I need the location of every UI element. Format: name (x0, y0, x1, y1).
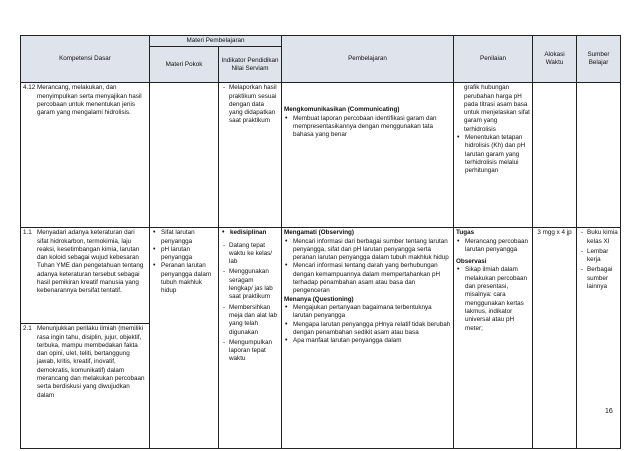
table-row (21, 83, 621, 228)
indikator-item: - Menggunakan seragam lengkap/ jas lab saat praktikum (229, 268, 279, 301)
indikator-item: - Membersihkan meja dan alat lab yang telah digunakan (229, 304, 279, 337)
sumber-item: - Buku kimia kelas XI (587, 229, 618, 246)
cell-penilaian (454, 228, 533, 449)
kd-text: Merancang, melakukan, dan menyimpulkan serta menyajikan hasil percobaan untuk menentukan jenis garam yang mengalami hidrolisis. (37, 84, 142, 117)
cell-kompetensi-dasar (21, 83, 150, 228)
pembelajaran-item: • Membuat laporan percobaan identifikasi garam dan mempresentasikannya dengan menggunakan tata bahasa yang benar (292, 115, 451, 140)
page-number: 16 (605, 408, 613, 415)
cell-indikator (219, 83, 282, 228)
mengamati-item: • Mencari informasi tentang darah yang berhubungan dengan kemampuannya dalam mempertahankan pH terhadap penambahan asam atau basa dan pengenceran (292, 262, 451, 295)
cell-indikator (219, 228, 282, 449)
header-kompetensi-dasar: Kompetensi Dasar (21, 36, 150, 83)
observasi-heading: Observasi (456, 258, 487, 266)
materi-item: • pH larutan penyangga (160, 246, 216, 263)
syllabus-table (20, 35, 621, 449)
header-alokasi-waktu: Alokasi Waktu (533, 36, 577, 83)
indikator-item: - Datang tepat waktu ke kelas/ lab (229, 242, 279, 267)
cell-kompetensi-dasar (21, 324, 150, 449)
menanya-item: • Mengajukan pertanyaan bagaimana terbentuknya larutan penyangga (292, 304, 451, 321)
cell-pembelajaran (282, 83, 454, 228)
materi-item: • Peranan larutan penyangga dalam tubuh makhluk hidup (160, 262, 216, 295)
cell-materi-pokok (150, 83, 219, 228)
observasi-item: • Sikap ilmiah dalam melakukan percobaan dan presentasi, misalnya: cara menggunakan kertas lakmus, indikator universal atau pH meter; (464, 266, 530, 332)
mengamati-item: • Mencari informasi dari berbagai sumber tentang larutan penyangga, sifat dan pH larutan penyangga serta peranan larutan penyangga dalam tubuh makhluk hidup (292, 238, 451, 263)
kd-number: 1.1 (23, 229, 32, 237)
table-row (21, 228, 621, 324)
kd-number: 4.12 (23, 84, 36, 92)
kd-number: 2.1 (23, 325, 32, 333)
indikator-item: - Melaporkan hasil praktikum sesuai dengan data yang didapatkan saat praktikum (229, 84, 279, 125)
cell-alokasi: 3 mgg x 4 jp (533, 228, 577, 449)
mengamati-heading: Mengamati (Observing) (284, 229, 354, 237)
penilaian-item: • Menentukan tetapan hidrolisis (Kh) dan pH larutan garam yang terhidrolisis melalui perhitungan (464, 134, 530, 175)
indikator-heading: • kedisiplinan (229, 229, 279, 237)
indikator-item: - Mengumpulkan laporan tepat waktu (229, 339, 279, 364)
kd-text: Menyadari adanya keteraturan dari sifat hidrokarbon, termokimia, laju reaksi, kesetimbangan kimia, larutan dan koloid sebagai wujud kebesaran Tuhan YME dan pengetahuan tentang adanya keteraturan tersebut sebagai hasil pemikiran kreatif manusia yang kebenarannya bersifat tentatif. (37, 229, 144, 295)
cell-kompetensi-dasar (21, 228, 150, 324)
menanya-item: • Mengapa larutan penyangga pHnya relatif tidak berubah dengan penambahan sedikit asam atau basa (292, 321, 451, 338)
tugas-item: • Merancang percobaan larutan penyangga (464, 238, 530, 255)
header-indikator: Indikator Pendidikan Nilai Serviam (219, 47, 282, 83)
menanya-item: • Apa manfaat larutan penyangga dalam (292, 337, 451, 345)
cell-sumber (577, 83, 621, 228)
cell-pembelajaran (282, 228, 454, 449)
header-pembelajaran: Pembelajaran (282, 36, 454, 83)
tugas-heading: Tugas (456, 229, 475, 237)
pembelajaran-heading: Mengkomunikasikan (Communicating) (284, 106, 400, 114)
header-penilaian: Penilaian (454, 36, 533, 83)
header-materi-pokok: Materi Pokok (150, 47, 219, 83)
menanya-heading: Menanya (Questioning) (284, 295, 354, 303)
cell-alokasi (533, 83, 577, 228)
sumber-item: - Berbagai sumber lainnya (587, 266, 618, 291)
penilaian-text: grafik hubungan perubahan harga pH pada titrasi asam basa untuk menjelaskan sifat garam yang terhidrolisis (464, 84, 530, 133)
sumber-item: - Lembar kerja (587, 248, 618, 265)
materi-item: • Sifat larutan penyangga (160, 229, 216, 246)
header-sumber-belajar: Sumber Belajar (577, 36, 621, 83)
cell-sumber (577, 228, 621, 449)
cell-penilaian (454, 83, 533, 228)
kd-text: Menunjukkan perilaku ilmiah (memiliki rasa ingin tahu, disiplin, jujur, objektif, terbuka, mampu membedakan fakta dan opini, ulet, teliti, bertanggung jawab, kritis, kreatif, inovatif, demokratis, komunikatif) dalam merancang dan melakukan percobaan serta berdiskusi yang diwujudkan dalam (37, 325, 145, 399)
header-materi-pembelajaran: Materi Pembelajaran (150, 36, 282, 47)
cell-materi-pokok (150, 228, 219, 449)
